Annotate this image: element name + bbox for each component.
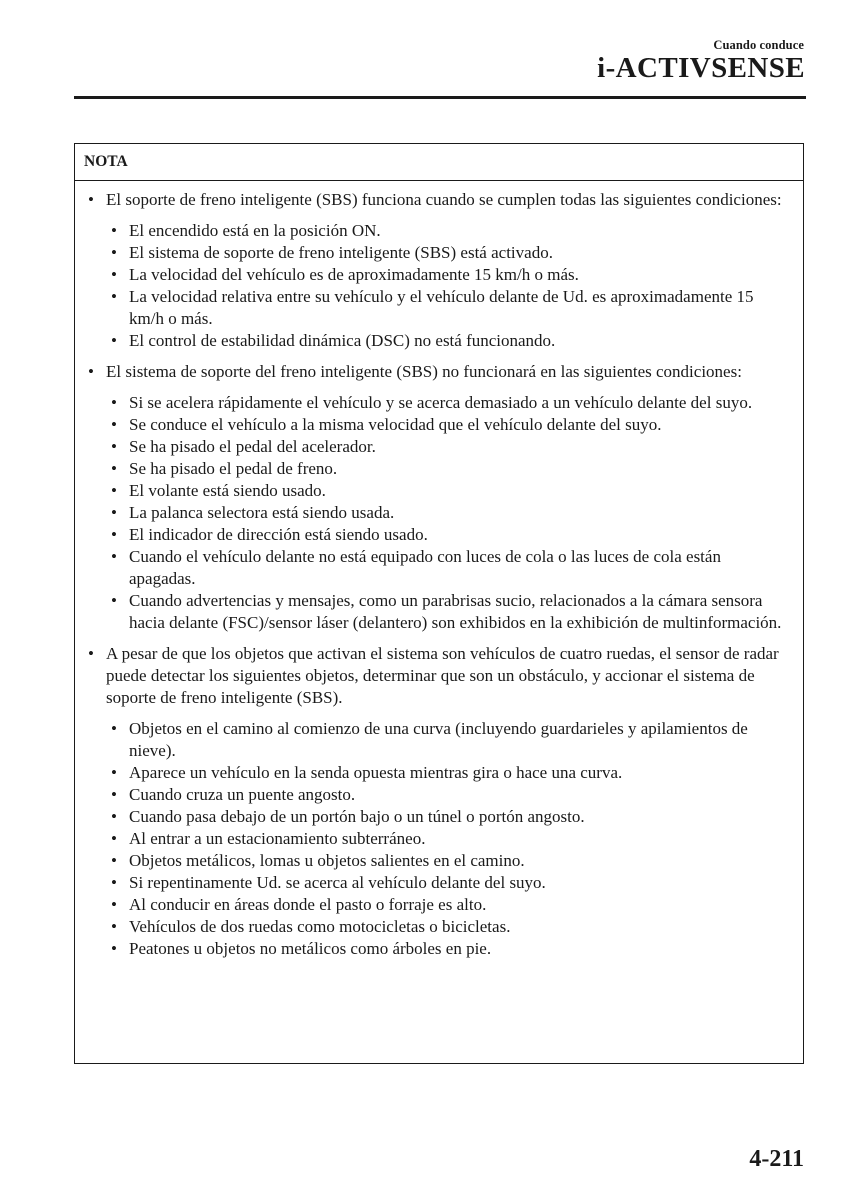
- list-item: • El sistema de soporte de freno inteligente (SBS) está activado.: [111, 242, 789, 264]
- list-item: • El control de estabilidad dinámica (DSC) no está funcionando.: [111, 330, 789, 352]
- list-item: • Al conducir en áreas donde el pasto o forraje es alto.: [111, 894, 789, 916]
- list-item: • Si repentinamente Ud. se acerca al vehículo delante del suyo.: [111, 872, 789, 894]
- list-item: • Vehículos de dos ruedas como motocicletas o bicicletas.: [111, 916, 789, 938]
- list-item: • Aparece un vehículo en la senda opuesta mientras gira o hace una curva.: [111, 762, 789, 784]
- list-item: • La velocidad relativa entre su vehículo y el vehículo delante de Ud. es aproximadamente 15 km/h o más.: [111, 286, 789, 330]
- header-divider: [74, 96, 806, 99]
- list-item: • El encendido está en la posición ON.: [111, 220, 789, 242]
- page-number: 4-211: [749, 1146, 804, 1172]
- note-section-sbs-non-operating-conditions: [88, 361, 789, 634]
- list-item: • Objetos metálicos, lomas u objetos salientes en el camino.: [111, 850, 789, 872]
- section-lead: • El sistema de soporte del freno inteligente (SBS) no funcionará en las siguientes condiciones:: [88, 361, 789, 383]
- chapter-section-label: Cuando conduce: [713, 38, 804, 52]
- list-item: • Si se acelera rápidamente el vehículo y se acerca demasiado a un vehículo delante del suyo.: [111, 392, 789, 414]
- list-item: • Cuando pasa debajo de un portón bajo o un túnel o portón angosto.: [111, 806, 789, 828]
- list-item: • La palanca selectora está siendo usada.: [111, 502, 789, 524]
- note-body: [75, 181, 803, 960]
- condition-list: [88, 220, 789, 352]
- list-item: • Peatones u objetos no metálicos como árboles en pie.: [111, 938, 789, 960]
- note-box: [74, 143, 804, 1064]
- note-heading: NOTA: [75, 144, 803, 181]
- list-item: • Cuando cruza un puente angosto.: [111, 784, 789, 806]
- list-item: • Se ha pisado el pedal del acelerador.: [111, 436, 789, 458]
- chapter-title: i-ACTIVSENSE: [597, 52, 805, 84]
- section-lead: • A pesar de que los objetos que activan el sistema son vehículos de cuatro ruedas, el sensor de radar puede detectar los siguientes objetos, determinar que son un obstáculo, y accionar el sistema de soporte de freno inteligente (SBS).: [88, 643, 789, 709]
- list-item: • Se conduce el vehículo a la misma velocidad que el vehículo delante del suyo.: [111, 414, 789, 436]
- list-item: • Objetos en el camino al comienzo de una curva (incluyendo guardarieles y apilamientos de nieve).: [111, 718, 789, 762]
- list-item: • Al entrar a un estacionamiento subterráneo.: [111, 828, 789, 850]
- list-item: • La velocidad del vehículo es de aproximadamente 15 km/h o más.: [111, 264, 789, 286]
- list-item: • Cuando el vehículo delante no está equipado con luces de cola o las luces de cola están apagadas.: [111, 546, 789, 590]
- condition-list: [88, 718, 789, 960]
- list-item: • Cuando advertencias y mensajes, como un parabrisas sucio, relacionados a la cámara sensora hacia delante (FSC)/sensor láser (delantero) son exhibidos en la exhibición de multinformación.: [111, 590, 789, 634]
- note-section-sbs-operating-conditions: [88, 189, 789, 352]
- list-item: • El volante está siendo usado.: [111, 480, 789, 502]
- section-lead: • El soporte de freno inteligente (SBS) funciona cuando se cumplen todas las siguientes condiciones:: [88, 189, 789, 211]
- list-item: • Se ha pisado el pedal de freno.: [111, 458, 789, 480]
- condition-list: [88, 392, 789, 634]
- note-section-radar-detected-objects: [88, 643, 789, 960]
- list-item: • El indicador de dirección está siendo usado.: [111, 524, 789, 546]
